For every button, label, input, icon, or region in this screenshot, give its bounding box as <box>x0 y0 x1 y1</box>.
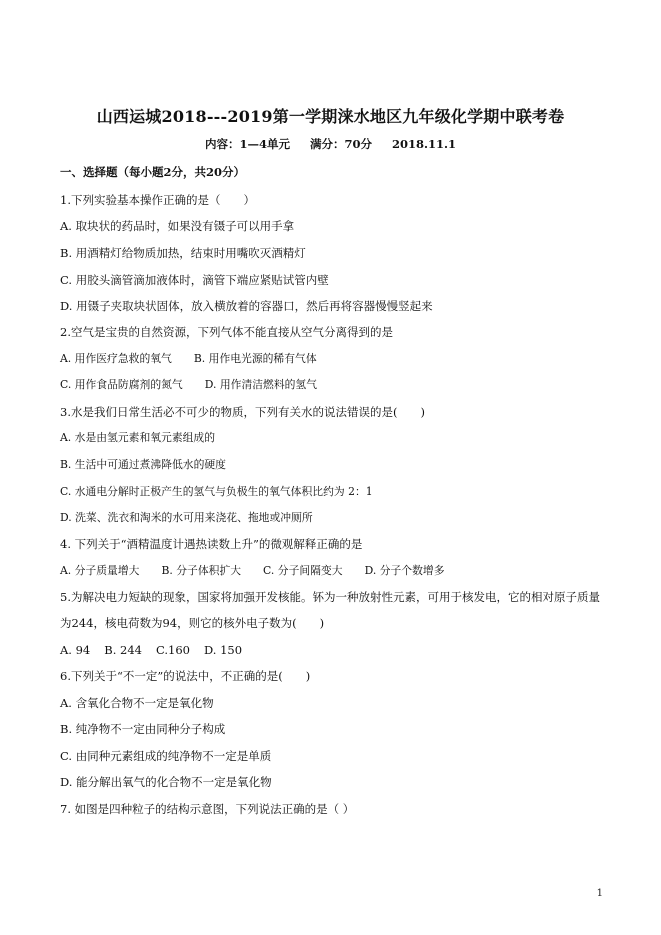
exam-full-score: 满分：70分 <box>309 137 372 151</box>
question-4-options-row <box>60 563 445 579</box>
question-6-option-b: B. 纯净物不一定由同种分子构成 <box>60 722 226 736</box>
question-4-option-a: A. 分子质量增大 <box>60 564 140 577</box>
question-5-option-d: D. 150 <box>203 643 243 657</box>
exam-date: 2018.11.1 <box>392 137 457 151</box>
question-2-options-row-2 <box>60 377 317 393</box>
question-1-option-a: A. 取块状的药品时，如果没有镊子可以用手拿 <box>60 219 295 233</box>
exam-title: 山西运城2018---2019第一学期涞水地区九年级化学期中联考卷 <box>96 107 565 126</box>
question-3-stem: 3.水是我们日常生活必不可少的物质，下列有关水的说法错误的是( ) <box>60 405 425 419</box>
question-2-options-row-1 <box>60 351 317 367</box>
question-3-option-c: C. 水通电分解时正极产生的氢气与负极生的氧气体积比约为 2：1 <box>60 485 373 498</box>
question-3-option-d: D. 洗菜、洗衣和淘米的水可用来浇花、拖地或冲厕所 <box>60 511 313 524</box>
question-5-option-c: C.160 <box>155 643 190 657</box>
question-5-option-b: B. 244 <box>104 643 142 657</box>
question-3-option-a: A. 水是由氢元素和氧元素组成的 <box>60 431 216 444</box>
question-5-stem-line-2: 为244，核电荷数为94，则它的核外电子数为( ) <box>60 616 325 630</box>
question-4-option-c: C. 分子间隔变大 <box>263 564 343 577</box>
question-5-options-row <box>60 642 242 658</box>
question-1-stem: 1.下列实验基本操作正确的是（ ） <box>60 193 255 207</box>
question-1-option-c: C. 用胶头滴管滴加液体时，滴管下端应紧贴试管内壁 <box>60 273 329 287</box>
exam-meta <box>0 136 661 152</box>
question-6-stem: 6.下列关于“不一定”的说法中，不正确的是( ) <box>60 669 311 683</box>
question-3-option-b: B. 生活中可通过煮沸降低水的硬度 <box>60 458 226 471</box>
question-7-stem: 7. 如图是四种粒子的结构示意图，下列说法正确的是（ ） <box>60 802 355 816</box>
question-2-option-a: A. 用作医疗急救的氧气 <box>60 352 172 365</box>
question-2-option-b: B. 用作电光源的稀有气体 <box>193 352 317 365</box>
question-5-option-a: A. 94 <box>60 643 91 657</box>
page-number: 1 <box>596 888 603 899</box>
question-1-option-d: D. 用镊子夹取块状固体，放入横放着的容器口，然后再将容器慢慢竖起来 <box>60 299 433 313</box>
question-2-option-c: C. 用作食品防腐剂的氮气 <box>60 378 183 391</box>
question-2-option-d: D. 用作清洁燃料的氢气 <box>204 378 318 391</box>
question-1-option-b: B. 用酒精灯给物质加热，结束时用嘴吹灭酒精灯 <box>60 246 306 260</box>
question-6-option-d: D. 能分解出氧气的化合物不一定是氧化物 <box>60 775 272 789</box>
question-4-option-d: D. 分子个数增多 <box>364 564 445 577</box>
question-4-option-b: B. 分子体积扩大 <box>161 564 242 577</box>
question-4-stem: 4. 下列关于“酒精温度计遇热读数上升”的微观解释正确的是 <box>60 537 363 551</box>
question-6-option-c: C. 由同种元素组成的纯净物不一定是单质 <box>60 749 272 763</box>
section-title: 一、选择题（每小题2分，共20分） <box>60 165 246 179</box>
exam-content-range: 内容：1—4单元 <box>204 137 290 151</box>
question-2-stem: 2.空气是宝贵的自然资源，下列气体不能直接从空气分离得到的是 <box>60 325 393 339</box>
question-5-stem-line-1: 5.为解决电力短缺的现象，国家将加强开发核能。钚为一种放射性元素，可用于核发电，它的相对原子质量 <box>60 590 600 604</box>
question-6-option-a: A. 含氧化合物不一定是氧化物 <box>60 696 214 710</box>
